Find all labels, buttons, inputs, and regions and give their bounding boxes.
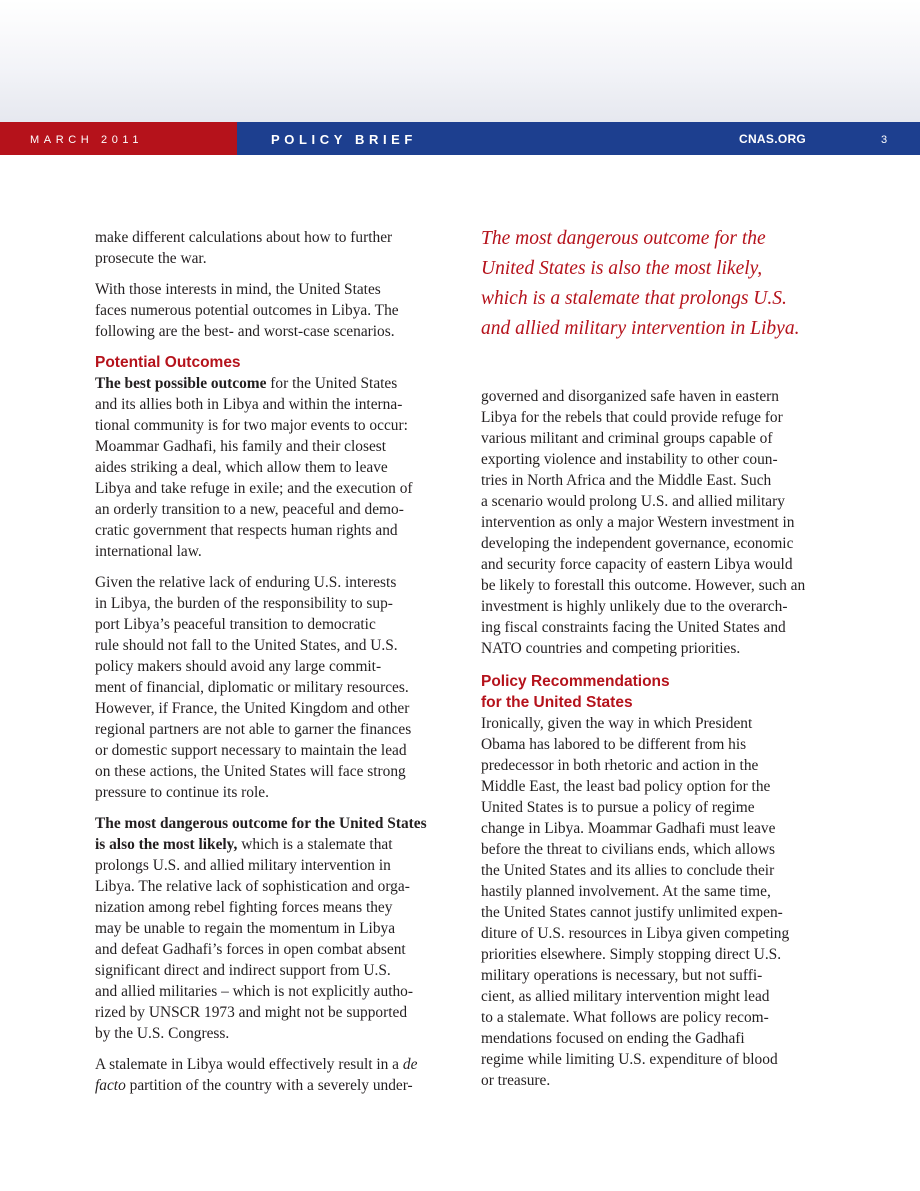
paragraph: make different calculations about how to further prosecute the war. <box>95 229 393 267</box>
section-heading-potential-outcomes: Potential Outcomes <box>95 354 241 371</box>
section-heading-policy-recommendations: Policy Recommendations for the United States <box>481 673 670 711</box>
paragraph: governed and disorganized safe haven in eastern Libya for the rebels that could provide refuge for various militant and criminal groups capable of exporting violence and instability to other coun- tries in North Africa and the Middle East. Such a scenario would prolong U.S. and allied military intervention as only a major Western investment in developing the independent governance, economic and security force capacity of eastern Libya would be likely to forestall this outcome. However, such an investment is highly unlikely due to the overarch- ing fiscal constraints facing the United States and NATO countries and competing priorities. <box>481 388 806 657</box>
page-number: 3 <box>881 134 888 146</box>
header-bar <box>0 122 920 155</box>
header-date: MARCH 2011 <box>30 134 144 146</box>
paragraph: The most dangerous outcome for the United States is also the most likely, which is a stalemate that prolongs U.S. and allied military intervention in Libya. The relative lack of sophistication and orga- nization among rebel fighting forces means they may be unable to regain the momentum in Libya and defeat Gadhafi’s forces in open combat absent significant direct and indirect support from U.S. and allied militaries – which is not explicitly autho- rized by UNSCR 1973 and might not be supported by the U.S. Congress. <box>95 815 427 1042</box>
header-title: POLICY BRIEF <box>271 132 417 147</box>
paragraph: The best possible outcome for the United States and its allies both in Libya and within the interna- tional community is for two major events to occur: Moammar Gadhafi, his family and their closest aides striking a deal, which allow them to leave Libya and take refuge in exile; and the execution of an orderly transition to a new, peaceful and demo- cratic government that respects human rights and international law. <box>95 375 413 560</box>
page-top-background <box>0 0 920 122</box>
paragraph: A stalemate in Libya would effectively result in a de facto partition of the country with a severely under- <box>95 1056 418 1094</box>
paragraph: Given the relative lack of enduring U.S. interests in Libya, the burden of the responsibility to sup- port Libya’s peaceful transition to democratic rule should not fall to the United States, and U.S. policy makers should avoid any large commit- ment of financial, diplomatic or military resources. However, if France, the United Kingdom and other regional partners are not able to garner the finances or domestic support necessary to maintain the lead on these actions, the United States will face strong pressure to continue its role. <box>95 574 412 801</box>
left-column <box>95 227 441 1106</box>
paragraph: Ironically, given the way in which President Obama has labored to be different from his predecessor in both rhetoric and action in the Middle East, the least bad policy option for the United States is to pursue a policy of regime change in Libya. Moammar Gadhafi must leave before the threat to civilians ends, which allows the United States and its allies to conclude their hastily planned involvement. At the same time, the United States cannot justify unlimited expen- diture of U.S. resources in Libya given competing priorities elsewhere. Simply stopping direct U.S. military operations is necessary, but not suffi- cient, as allied military intervention might lead to a stalemate. What follows are policy recom- mendations focused on ending the Gadhafi regime while limiting U.S. expenditure of blood or treasure. <box>481 715 790 1089</box>
header-site-link[interactable]: CNAS.ORG <box>739 132 807 146</box>
right-column <box>481 386 827 1101</box>
pull-quote: The most dangerous outcome for the United States is also the most likely, which is a stalemate that prolongs U.S. and allied military intervention in Libya. <box>481 228 800 339</box>
paragraph: With those interests in mind, the United States faces numerous potential outcomes in Libya. The following are the best- and worst-case scenarios. <box>95 281 399 340</box>
